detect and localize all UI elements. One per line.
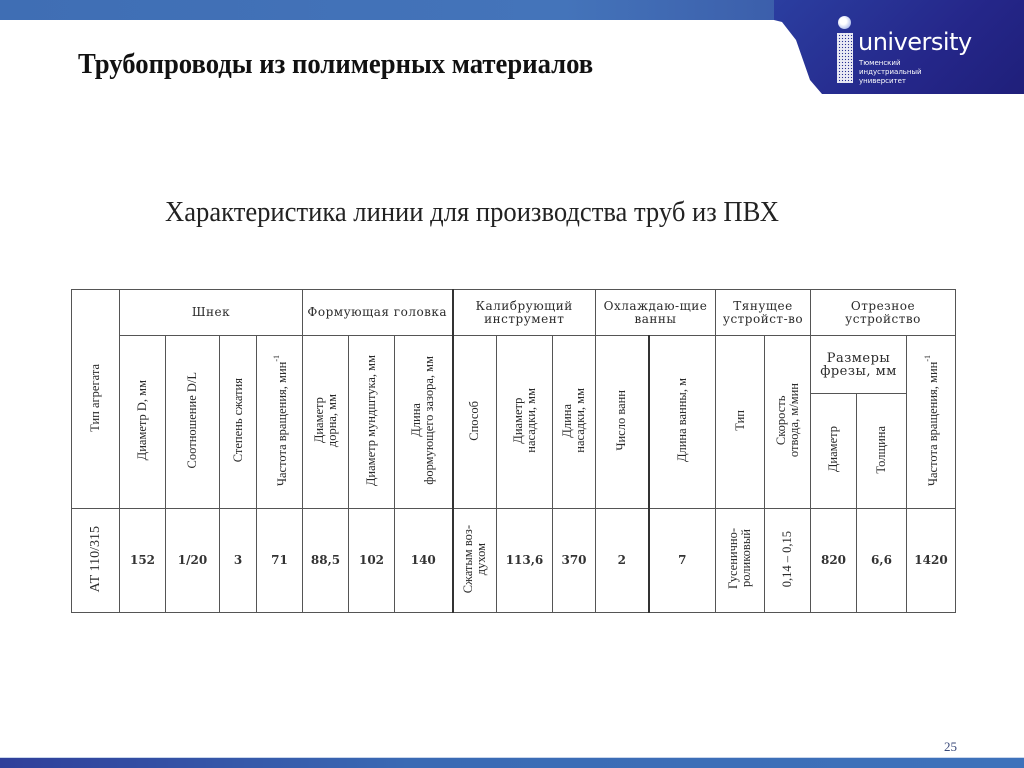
header-bath-length: Длина ванны, м: [649, 336, 716, 509]
cell-bath-count: 2: [596, 509, 649, 613]
university-logo: [832, 14, 972, 89]
logo-subtitle-line: индустриальный: [859, 68, 922, 76]
header-screw-diameter: Диаметр D, мм: [120, 336, 166, 509]
header-compression-ratio: Степень сжатия: [220, 336, 257, 509]
group-forming-head: Формующая головка: [303, 290, 453, 336]
page-number: 25: [944, 739, 957, 754]
cell-dl-ratio: 1/20: [166, 509, 220, 613]
cell-compression-ratio: 3: [220, 509, 257, 613]
dot-grid-icon: [837, 33, 853, 83]
header-haul-off-speed: Скорость отвода, м/мин: [765, 336, 811, 509]
cell-unit: АТ 110/315: [72, 509, 120, 613]
table-title: Характеристика линии для производства труб из ПВХ: [165, 197, 779, 228]
cell-gap-length: 140: [395, 509, 453, 613]
header-mill-thickness: Толщина: [857, 394, 907, 509]
cell-screw-diameter: 152: [120, 509, 166, 613]
globe-icon: [838, 16, 851, 29]
group-calibrating-tool: Калибрующий инструмент: [453, 290, 596, 336]
header-dl-ratio: Соотношение D/L: [166, 336, 220, 509]
group-header-row: [72, 290, 956, 336]
cell-cutter-rpm: 1420: [907, 509, 956, 613]
cell-nozzle-diameter: 113,6: [497, 509, 553, 613]
cell-method: Сжатым воз- духом: [453, 509, 497, 613]
group-mill-size: Размеры фрезы, мм: [811, 336, 907, 394]
group-cutter: Отрезное устройство: [811, 290, 956, 336]
cell-haul-off-speed: 0,14 – 0,15: [765, 509, 811, 613]
header-mandrel-diameter: Диаметр дорна, мм: [303, 336, 349, 509]
logo-subtitle-line: Тюменский: [859, 59, 901, 67]
cell-puller-type: Гусенично- роликовый: [716, 509, 765, 613]
slide-title: Трубопроводы из полимерных материалов: [78, 48, 594, 80]
table-row: [72, 509, 956, 613]
cell-mill-thickness: 6,6: [857, 509, 907, 613]
header-unit-type: Тип агрегата: [72, 290, 120, 509]
header-nozzle-length: Длина насадки, мм: [553, 336, 596, 509]
header-cutter-rpm: Частота вращения, мин$^{-1}$: [907, 336, 956, 509]
cell-bath-length: 7: [649, 509, 716, 613]
logo-wordmark: university: [858, 28, 972, 56]
group-puller: Тянущее устройст-во: [716, 290, 811, 336]
group-cooling-baths: Охлаждаю-щие ванны: [596, 290, 716, 336]
cell-nozzle-length: 370: [553, 509, 596, 613]
header-screw-rpm: Частота вращения, мин$^{-1}$: [257, 336, 303, 509]
header-bath-count: Число ванн: [596, 336, 649, 509]
bottom-decorative-band: [0, 757, 1024, 768]
cell-mandrel-diameter: 88,5: [303, 509, 349, 613]
cell-mill-diameter: 820: [811, 509, 857, 613]
group-shnek: Шнек: [120, 290, 303, 336]
header-nozzle-diameter: Диаметр насадки, мм: [497, 336, 553, 509]
header-puller-type: Тип: [716, 336, 765, 509]
header-die-diameter: Диаметр мундштука, мм: [349, 336, 395, 509]
header-method: Способ: [453, 336, 497, 509]
logo-subtitle-line: университет: [859, 77, 907, 85]
header-mill-diameter: Диаметр: [811, 394, 857, 509]
characteristics-table: [71, 289, 956, 613]
column-header-row-1: [72, 336, 956, 394]
logo-subtitle: [859, 59, 969, 86]
header-gap-length: Длина формующего зазора, мм: [395, 336, 453, 509]
cell-screw-rpm: 71: [257, 509, 303, 613]
cell-die-diameter: 102: [349, 509, 395, 613]
